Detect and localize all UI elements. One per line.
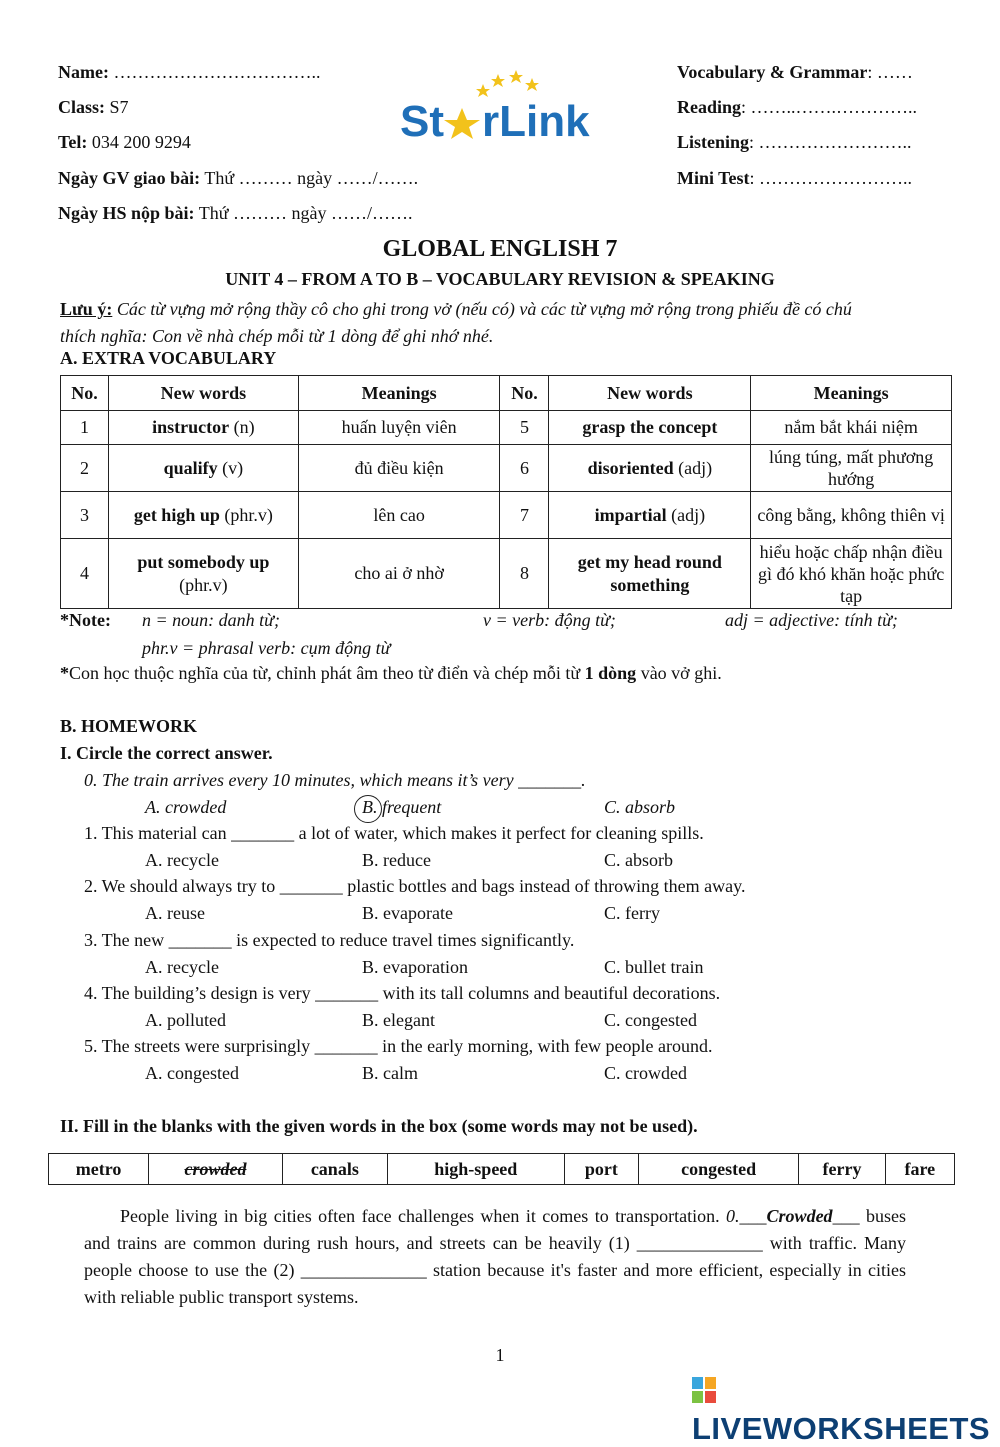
option-b[interactable]: B. evaporate — [362, 903, 453, 923]
page-title: GLOBAL ENGLISH 7 — [382, 236, 618, 262]
option-b[interactable]: B. reduce — [362, 850, 431, 870]
word-box-item: canals — [282, 1154, 387, 1185]
name-field: Name: …………………………….. — [58, 62, 321, 82]
score-reading: Reading: ……..…….………….. — [677, 97, 918, 117]
word-box-item: congested — [638, 1154, 798, 1185]
cell: 6 — [500, 445, 549, 492]
cell: 7 — [500, 492, 549, 539]
liveworksheets-logo: LIVEWORKSHEETS — [692, 1372, 1000, 1447]
option-c[interactable]: C. crowded — [604, 1063, 687, 1083]
table-row — [61, 411, 952, 445]
cell: put somebody up (phr.v) — [108, 539, 298, 609]
question-3: 3. The new _______ is expected to reduce travel times significantly. — [84, 930, 575, 950]
cell: 2 — [61, 445, 109, 492]
col-header: Meanings — [751, 376, 952, 411]
cell: 5 — [500, 411, 549, 445]
lw-mark-icon — [692, 1375, 716, 1411]
tel-field: Tel: 034 200 9294 — [58, 132, 191, 152]
col-header: No. — [61, 376, 109, 411]
option-a[interactable]: A. recycle — [145, 850, 219, 870]
vocab-table — [60, 375, 952, 609]
table-row — [61, 492, 952, 539]
option-c[interactable]: C. ferry — [604, 903, 660, 923]
cell: cho ai ở nhờ — [298, 539, 500, 609]
star-icon — [444, 108, 480, 139]
word-box-item: ferry — [799, 1154, 885, 1185]
word-box-item: port — [564, 1154, 638, 1185]
option-c[interactable]: C. absorb — [604, 850, 673, 870]
abbrev-verb: v = verb: động từ; — [483, 610, 616, 630]
score-listening: Listening: …………………….. — [677, 132, 912, 152]
cell: get high up (phr.v) — [108, 492, 298, 539]
cell: nắm bắt khái niệm — [751, 411, 952, 445]
word-box — [48, 1153, 955, 1185]
option-c[interactable]: C. absorb — [604, 797, 676, 817]
section-a-heading: A. EXTRA VOCABULARY — [60, 348, 277, 368]
cell: grasp the concept — [549, 411, 751, 445]
cell: lên cao — [298, 492, 500, 539]
abbrev-label: *Note: — [60, 610, 111, 630]
star-icon — [525, 78, 539, 91]
option-b[interactable]: B. evaporation — [362, 957, 468, 977]
class-field: Class: S7 — [58, 97, 129, 117]
cell: 3 — [61, 492, 109, 539]
cell: 1 — [61, 411, 109, 445]
abbrev-adj: adj = adjective: tính từ; — [725, 610, 898, 630]
study-instruction: *Con học thuộc nghĩa của từ, chỉnh phát âm theo từ điển và chép mỗi từ 1 dòng vào vở ghi. — [60, 663, 722, 683]
col-header: No. — [500, 376, 549, 411]
score-minitest: Mini Test: …………………….. — [677, 168, 913, 188]
svg-text:rLink: rLink — [482, 97, 590, 145]
question-0: 0. The train arrives every 10 minutes, which means it’s very _______. — [84, 770, 586, 790]
word-box-item: fare — [885, 1154, 954, 1185]
cell: hiểu hoặc chấp nhận điều gì đó khó khăn hoặc phức tạp — [751, 539, 952, 609]
page-subtitle: UNIT 4 – FROM A TO B – VOCABULARY REVISION & SPEAKING — [225, 269, 775, 289]
col-header: New words — [549, 376, 751, 411]
option-a[interactable]: A. congested — [145, 1063, 239, 1083]
option-a[interactable]: A. crowded — [145, 797, 227, 817]
option-c[interactable]: C. bullet train — [604, 957, 704, 977]
option-b[interactable]: B. elegant — [362, 1010, 435, 1030]
cell: 4 — [61, 539, 109, 609]
page-number: 1 — [495, 1345, 505, 1365]
question-5: 5. The streets were surprisingly _______ in the early morning, with few people around. — [84, 1036, 713, 1056]
table-row — [61, 539, 952, 609]
col-header: Meanings — [298, 376, 500, 411]
option-a[interactable]: A. polluted — [145, 1010, 226, 1030]
word-box-item: metro — [49, 1154, 149, 1185]
option-a[interactable]: A. recycle — [145, 957, 219, 977]
abbrev-phrv: phr.v = phrasal verb: cụm động từ — [142, 638, 391, 658]
score-vocab: Vocabulary & Grammar: …… — [677, 62, 913, 82]
star-icon — [509, 70, 523, 83]
table-header-row — [61, 376, 952, 411]
cell: get my head round something — [549, 539, 751, 609]
table-row — [61, 445, 952, 492]
word-box-item: high-speed — [387, 1154, 564, 1185]
reading-passage: People living in big cities often face challenges when it comes to transportation. 0.___Crowded___ buses and trains are common during rush hours, and streets can be heavily (1) ______________ with traffic. Many people choose to use the (2) ______________ station because it's faster and more efficient, especially in cities with reliable public transport systems. — [84, 1206, 907, 1307]
part1-title: I. Circle the correct answer. — [60, 743, 273, 763]
starlink-logo — [400, 70, 630, 145]
cell: lúng túng, mất phương hướng — [751, 445, 952, 492]
star-icon — [491, 74, 505, 87]
cell: đủ điều kiện — [298, 445, 500, 492]
abbrev-noun: n = noun: danh từ; — [142, 610, 280, 630]
cell: công bằng, không thiên vị — [751, 492, 952, 539]
assign-date-field: Ngày GV giao bài: Thứ ……… ngày ……/……. — [58, 168, 419, 188]
cell: 8 — [500, 539, 549, 609]
word-box-item-used: crowded — [149, 1154, 283, 1185]
option-a[interactable]: A. reuse — [145, 903, 205, 923]
question-1: 1. This material can _______ a lot of water, which makes it perfect for cleaning spills. — [84, 823, 704, 843]
part2-title: II. Fill in the blanks with the given words in the box (some words may not be used). — [60, 1116, 698, 1136]
section-b-heading: B. HOMEWORK — [60, 716, 198, 736]
cell: qualify (v) — [108, 445, 298, 492]
question-2: 2. We should always try to _______ plastic bottles and bags instead of throwing them away. — [84, 876, 746, 896]
star-icon — [476, 84, 490, 97]
cell: disoriented (adj) — [549, 445, 751, 492]
option-b[interactable]: B. calm — [362, 1063, 418, 1083]
cell: huấn luyện viên — [298, 411, 500, 445]
cell: instructor (n) — [108, 411, 298, 445]
answer-circle — [354, 795, 382, 823]
option-c[interactable]: C. congested — [604, 1010, 697, 1030]
cell: impartial (adj) — [549, 492, 751, 539]
col-header: New words — [108, 376, 298, 411]
submit-date-field: Ngày HS nộp bài: Thứ ……… ngày ……/……. — [58, 203, 413, 223]
option-b[interactable]: B. frequent — [362, 797, 442, 817]
svg-text:St: St — [400, 97, 444, 145]
note-block: Lưu ý: Các từ vựng mở rộng thầy cô cho ghi trong vở (nếu có) và các từ vựng mở rộng trong phiếu đề có chú thích nghĩa: Con về nhà chép mỗi từ 1 dòng để ghi nhớ nhé. — [60, 299, 852, 346]
question-4: 4. The building’s design is very _______ with its tall columns and beautiful decorations. — [84, 983, 721, 1003]
